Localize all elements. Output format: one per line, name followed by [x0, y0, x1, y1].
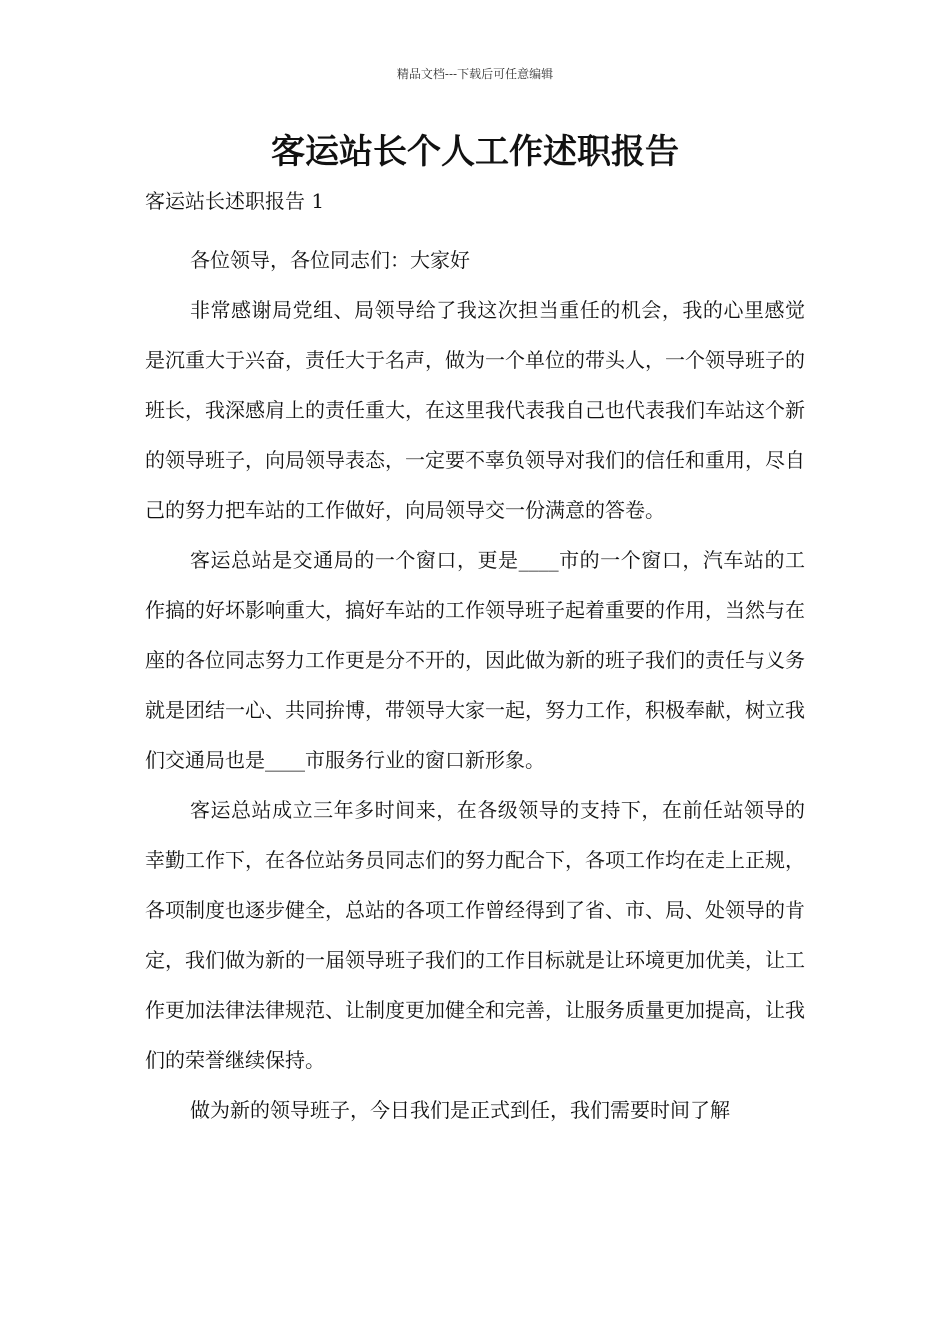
- document-title: 客运站长个人工作述职报告: [271, 132, 679, 172]
- paragraph-history: 客运总站成立三年多时间来，在各级领导的支持下，在前任站领导的幸勤工作下，在各位站务员同志们的努力配合下，各项工作均在走上正规，各项制度也逐步健全，总站的各项工作曾经得到了省、市、局、处领导的肯定，我们做为新的一届领导班子我们的工作目标就是让环境更加优美，让工作更加法律法律规范、让制度更加健全和完善，让服务质量更加提高，让我们的荣誉继续保持。: [145, 798, 805, 1072]
- paragraph-thanks: 非常感谢局党组、局领导给了我这次担当重任的机会，我的心里感觉是沉重大于兴奋，责任大于名声，做为一个单位的带头人，一个领导班子的班长，我深感肩上的责任重大，在这里我代表我自己也代表我们车站这个新的领导班子，向局领导表态，一定要不辜负领导对我们的信任和重用，尽自己的努力把车站的工作做好，向局领导交一份满意的答卷。: [145, 298, 805, 522]
- document-body: [145, 235, 805, 1135]
- paragraph-new-team: 做为新的领导班子，今日我们是正式到任，我们需要时间了解: [190, 1098, 730, 1122]
- paragraph-greeting: 各位领导，各位同志们：大家好: [190, 248, 470, 272]
- header-note: 精品文档---下载后可任意编辑: [396, 67, 554, 81]
- paragraph-station-role: 客运总站是交通局的一个窗口，更是____市的一个窗口，汽车站的工作搞的好坏影响重大，搞好车站的工作领导班子起着重要的作用，当然与在座的各位同志努力工作更是分不开的，因此做为新的班子我们的责任与义务就是团结一心、共同拚博，带领导大家一起，努力工作，积极奉献，树立我们交通局也是____市服务行业的窗口新形象。: [145, 548, 805, 772]
- section-subtitle: 客运站长述职报告 1: [145, 189, 325, 213]
